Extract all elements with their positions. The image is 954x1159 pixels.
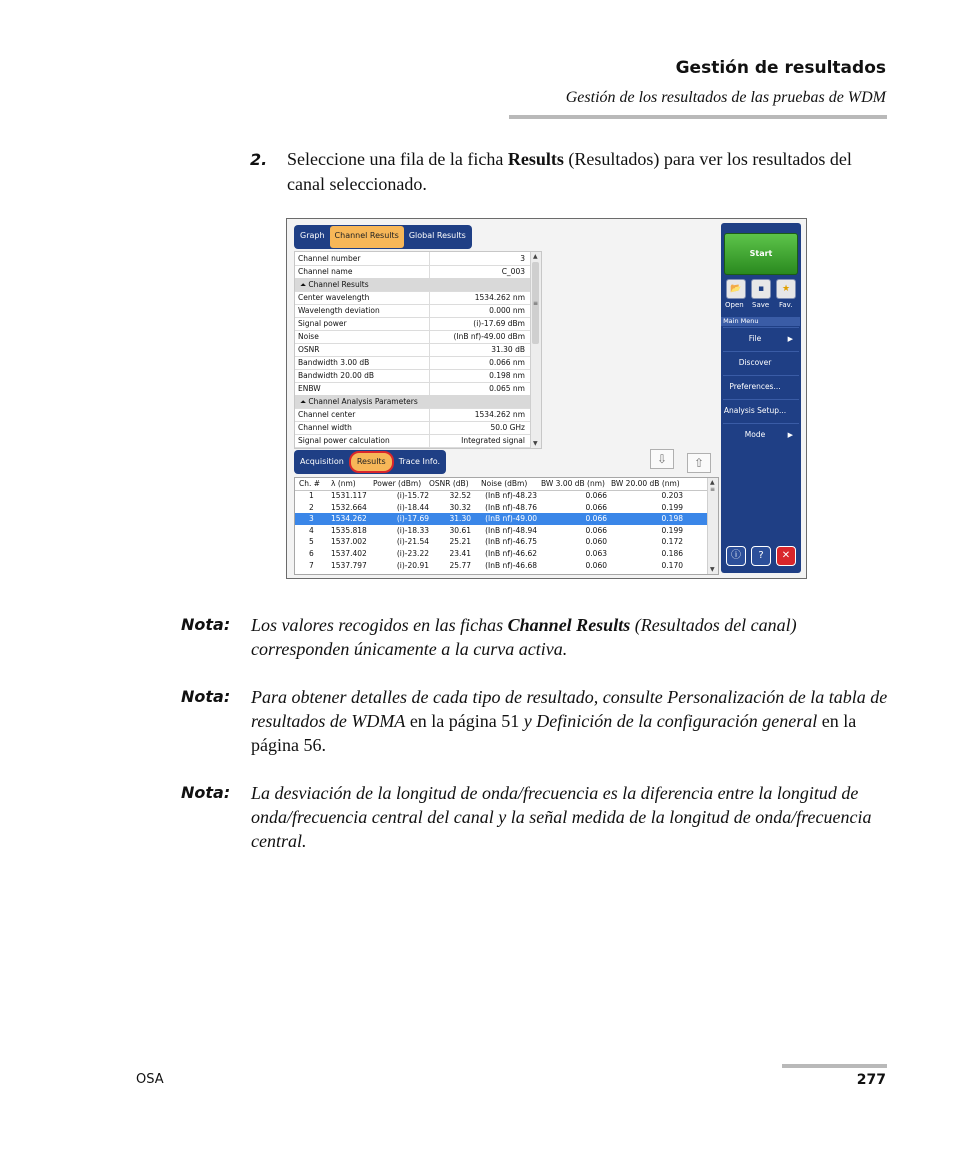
- results-cell: 30.61: [449, 525, 471, 535]
- property-value: 50.0 GHz: [490, 423, 525, 432]
- property-value: 3: [520, 254, 525, 263]
- results-cell: 1: [309, 491, 314, 500]
- results-cell: 7: [309, 560, 314, 570]
- step-text: [287, 147, 857, 197]
- property-label: ENBW: [298, 384, 321, 393]
- results-cell: 3: [309, 514, 314, 524]
- section-label: ⏶ Channel Analysis Parameters: [300, 397, 418, 406]
- osa-screenshot: [286, 218, 807, 579]
- results-row[interactable]: [295, 536, 707, 548]
- help-icon[interactable]: ?: [751, 546, 771, 566]
- menu-item-file[interactable]: [723, 327, 799, 350]
- results-cell: 0.066: [585, 491, 607, 500]
- open-folder-icon[interactable]: 📂: [726, 279, 746, 299]
- submenu-arrow-icon: ▶: [787, 335, 793, 343]
- menu-item-mode[interactable]: [723, 423, 799, 446]
- results-cell: 31.30: [449, 514, 471, 524]
- property-label: Channel name: [298, 267, 353, 276]
- property-value: 0.065 nm: [489, 384, 525, 393]
- column-divider: [429, 382, 430, 395]
- results-cell: 1534.262: [331, 514, 367, 524]
- results-cell: 0.063: [585, 549, 607, 558]
- results-cell: 32.52: [449, 491, 471, 500]
- note-text: [251, 685, 891, 757]
- property-label: OSNR: [298, 345, 320, 354]
- results-cell: (InB nf)-46.62: [485, 549, 537, 558]
- results-cell: 1537.002: [331, 537, 367, 547]
- property-value: 1534.262 nm: [474, 410, 525, 419]
- top-tab-bar: [294, 225, 472, 249]
- column-header[interactable]: λ (nm): [331, 479, 356, 488]
- results-cell: (i)-15.72: [396, 491, 429, 500]
- property-label: Signal power calculation: [298, 436, 390, 445]
- menu-item-label: Discover: [738, 358, 772, 367]
- footer-product: OSA: [136, 1072, 164, 1087]
- property-value: 0.198 nm: [489, 371, 525, 380]
- tab-acquisition[interactable]: Acquisition: [300, 457, 344, 466]
- save-label: Save: [752, 301, 770, 309]
- property-row: [295, 356, 530, 370]
- property-label: Wavelength deviation: [298, 306, 380, 315]
- property-row: [295, 382, 530, 396]
- results-cell: 1537.402: [331, 549, 367, 558]
- column-divider: [429, 291, 430, 304]
- column-divider: [429, 356, 430, 369]
- scroll-down-icon[interactable]: ▼: [710, 566, 715, 573]
- property-label: Channel number: [298, 254, 361, 263]
- menu-item-discover[interactable]: [723, 351, 799, 374]
- results-cell: (InB nf)-49.00: [485, 514, 537, 524]
- column-divider: [429, 330, 430, 343]
- property-value: 31.30 dB: [491, 345, 525, 354]
- note-text: [251, 613, 891, 661]
- note-italic-text: La desviación de la longitud de onda/frecuencia es la diferencia entre la longitud de onda/frecuencia central del canal y la señal medida de la longitud de onda/frecuencia central.: [251, 783, 872, 851]
- expand-up-icon[interactable]: ⇧: [687, 453, 711, 473]
- property-value: (InB nf)-49.00 dBm: [453, 332, 525, 341]
- tab-results[interactable]: Results: [349, 451, 394, 473]
- fav-label: Fav.: [779, 301, 793, 309]
- property-row: [295, 252, 530, 266]
- column-header[interactable]: Noise (dBm): [481, 479, 528, 488]
- property-row: [295, 343, 530, 357]
- submenu-arrow-icon: ▶: [787, 431, 793, 439]
- results-cell: 0.172: [661, 537, 683, 547]
- property-value: 1534.262 nm: [474, 293, 525, 302]
- footer-rule: [782, 1064, 887, 1068]
- results-cell: 0.066: [585, 514, 607, 524]
- results-cell: 0.199: [661, 502, 683, 512]
- results-cell: 6: [309, 549, 314, 558]
- header-rule: [509, 115, 887, 119]
- menu-item-analysis-setup[interactable]: [723, 399, 799, 422]
- scroll-grip-icon: ≡: [710, 486, 716, 493]
- step-number: 2.: [250, 150, 268, 169]
- note-italic-text: (Resultados del canal) corresponden únicamente a la curva activa.: [251, 615, 797, 659]
- results-scrollbar[interactable]: [707, 478, 718, 574]
- step-text-bold: Results: [507, 149, 564, 169]
- right-panel: [721, 223, 801, 573]
- property-row: [295, 291, 530, 305]
- results-cell: (i)-20.91: [396, 560, 429, 570]
- scroll-up-icon[interactable]: ▲: [710, 479, 715, 486]
- property-section-header[interactable]: [295, 278, 530, 292]
- results-cell: (i)-17.69: [396, 514, 429, 524]
- tab-trace-info-[interactable]: Trace Info.: [398, 457, 441, 466]
- start-button[interactable]: Start: [724, 233, 798, 275]
- column-divider: [429, 265, 430, 278]
- column-header[interactable]: OSNR (dB): [429, 479, 469, 488]
- column-divider: [429, 343, 430, 356]
- note-plain-text: en la página 51: [405, 711, 524, 731]
- menu-item-label: File: [748, 334, 762, 343]
- results-cell: 1532.664: [331, 502, 367, 512]
- note-plain-text: en la página 56.: [251, 711, 857, 755]
- save-icon[interactable]: ▪: [751, 279, 771, 299]
- column-header[interactable]: Ch. #: [299, 479, 321, 488]
- results-table: [294, 477, 719, 575]
- column-header[interactable]: BW 20.00 dB (nm): [611, 479, 680, 488]
- results-cell: 0.066: [585, 525, 607, 535]
- running-header-title: Gestión de resultados: [675, 58, 886, 78]
- property-section-header[interactable]: [295, 395, 530, 409]
- menu-item-label: Mode: [744, 430, 766, 439]
- results-row[interactable]: [295, 548, 707, 560]
- results-cell: 1531.117: [331, 491, 367, 500]
- info-icon[interactable]: ⓘ: [726, 546, 746, 566]
- results-cell: 0.186: [661, 549, 683, 558]
- column-divider: [429, 304, 430, 317]
- results-cell: 25.77: [449, 560, 471, 570]
- results-cell: (i)-21.54: [396, 537, 429, 547]
- results-cell: 0.060: [585, 560, 607, 570]
- menu-item-label: Analysis Setup...: [723, 406, 787, 415]
- results-cell: (InB nf)-46.75: [485, 537, 537, 547]
- results-cell: 4: [309, 525, 314, 535]
- column-header[interactable]: BW 3.00 dB (nm): [541, 479, 605, 488]
- property-row: [295, 304, 530, 318]
- section-label: ⏶ Channel Results: [300, 280, 369, 289]
- main-menu-title: Main Menu: [721, 317, 800, 326]
- note-italic-text: y Definición de la configuración general: [523, 711, 818, 731]
- property-row: [295, 421, 530, 435]
- results-row[interactable]: [295, 560, 707, 572]
- property-label: Bandwidth 20.00 dB: [298, 371, 375, 380]
- property-value: 0.066 nm: [489, 358, 525, 367]
- results-cell: (InB nf)-48.76: [485, 502, 537, 512]
- bottom-tab-bar: [294, 450, 446, 474]
- page-number: 277: [856, 1072, 886, 1088]
- step-text-before: Seleccione una fila de la ficha: [287, 149, 508, 169]
- step-text-after: (Resultados) para ver los resultados del canal seleccionado.: [287, 149, 852, 194]
- favorite-star-icon[interactable]: ★: [776, 279, 796, 299]
- property-label: Noise: [298, 332, 319, 341]
- column-divider: [429, 369, 430, 382]
- property-row: [295, 330, 530, 344]
- property-row: [295, 408, 530, 422]
- results-cell: 0.066: [585, 502, 607, 512]
- results-cell: 0.203: [661, 491, 683, 500]
- results-cell: (InB nf)-48.23: [485, 491, 537, 500]
- running-header-subtitle: Gestión de los resultados de las pruebas de WDM: [565, 89, 886, 106]
- results-row[interactable]: [295, 513, 707, 525]
- menu-item-preferences[interactable]: [723, 375, 799, 398]
- results-cell: 0.060: [585, 537, 607, 547]
- results-row[interactable]: [295, 502, 707, 514]
- results-cell: 2: [309, 502, 314, 512]
- channel-properties-table: [294, 251, 542, 449]
- properties-scrollbar[interactable]: [530, 252, 541, 448]
- property-value: (i)-17.69 dBm: [473, 319, 525, 328]
- property-label: Channel center: [298, 410, 356, 419]
- property-value: Integrated signal: [461, 436, 525, 445]
- note-label: Nota:: [181, 615, 231, 634]
- column-header[interactable]: Power (dBm): [373, 479, 422, 488]
- column-divider: [429, 421, 430, 434]
- scroll-up-icon[interactable]: ▲: [533, 253, 538, 260]
- property-label: Center wavelength: [298, 293, 370, 302]
- results-cell: 0.198: [661, 514, 683, 524]
- property-label: Bandwidth 3.00 dB: [298, 358, 370, 367]
- results-cell: 25.21: [449, 537, 471, 547]
- tab-global-results[interactable]: Global Results: [408, 231, 466, 240]
- menu-item-label: Preferences...: [729, 382, 781, 391]
- collapse-down-icon[interactable]: ⇩: [650, 449, 674, 469]
- close-icon[interactable]: ✕: [776, 546, 796, 566]
- results-cell: (InB nf)-48.94: [485, 525, 537, 535]
- column-divider: [429, 434, 430, 447]
- results-cell: (i)-18.33: [396, 525, 429, 535]
- results-cell: 1535.818: [331, 525, 367, 535]
- column-divider: [429, 317, 430, 330]
- results-header-row: [295, 478, 707, 491]
- tab-channel-results[interactable]: Channel Results: [330, 226, 404, 248]
- property-row: [295, 317, 530, 331]
- results-cell: 0.199: [661, 525, 683, 535]
- results-cell: (InB nf)-46.68: [485, 560, 537, 570]
- property-label: Channel width: [298, 423, 352, 432]
- results-cell: 23.41: [449, 549, 471, 558]
- note-label: Nota:: [181, 783, 231, 802]
- note-emphasis: Channel Results: [507, 615, 631, 635]
- property-value: C_003: [501, 267, 525, 276]
- results-cell: 30.32: [449, 502, 471, 512]
- results-cell: (i)-18.44: [396, 502, 429, 512]
- results-row[interactable]: [295, 490, 707, 502]
- note-italic-text: Los valores recogidos en las fichas: [251, 615, 508, 635]
- property-label: Signal power: [298, 319, 347, 328]
- scroll-down-icon[interactable]: ▼: [533, 440, 538, 447]
- property-row: [295, 434, 530, 448]
- scroll-grip-icon: ≡: [533, 300, 539, 307]
- results-cell: 0.170: [661, 560, 683, 570]
- results-cell: (i)-23.22: [396, 549, 429, 558]
- column-divider: [429, 252, 430, 265]
- note-italic-text: Para obtener detalles de cada tipo de resultado, consulte Personalización de la tabla de resultados de WDMA: [251, 687, 888, 731]
- tab-graph[interactable]: Graph: [300, 231, 325, 240]
- property-row: [295, 265, 530, 279]
- property-value: 0.000 nm: [489, 306, 525, 315]
- note-label: Nota:: [181, 687, 231, 706]
- results-cell: 1537.797: [331, 560, 367, 570]
- note-text: [251, 781, 891, 853]
- results-cell: 5: [309, 537, 314, 547]
- results-row[interactable]: [295, 525, 707, 537]
- property-row: [295, 369, 530, 383]
- open-label: Open: [725, 301, 744, 309]
- column-divider: [429, 408, 430, 421]
